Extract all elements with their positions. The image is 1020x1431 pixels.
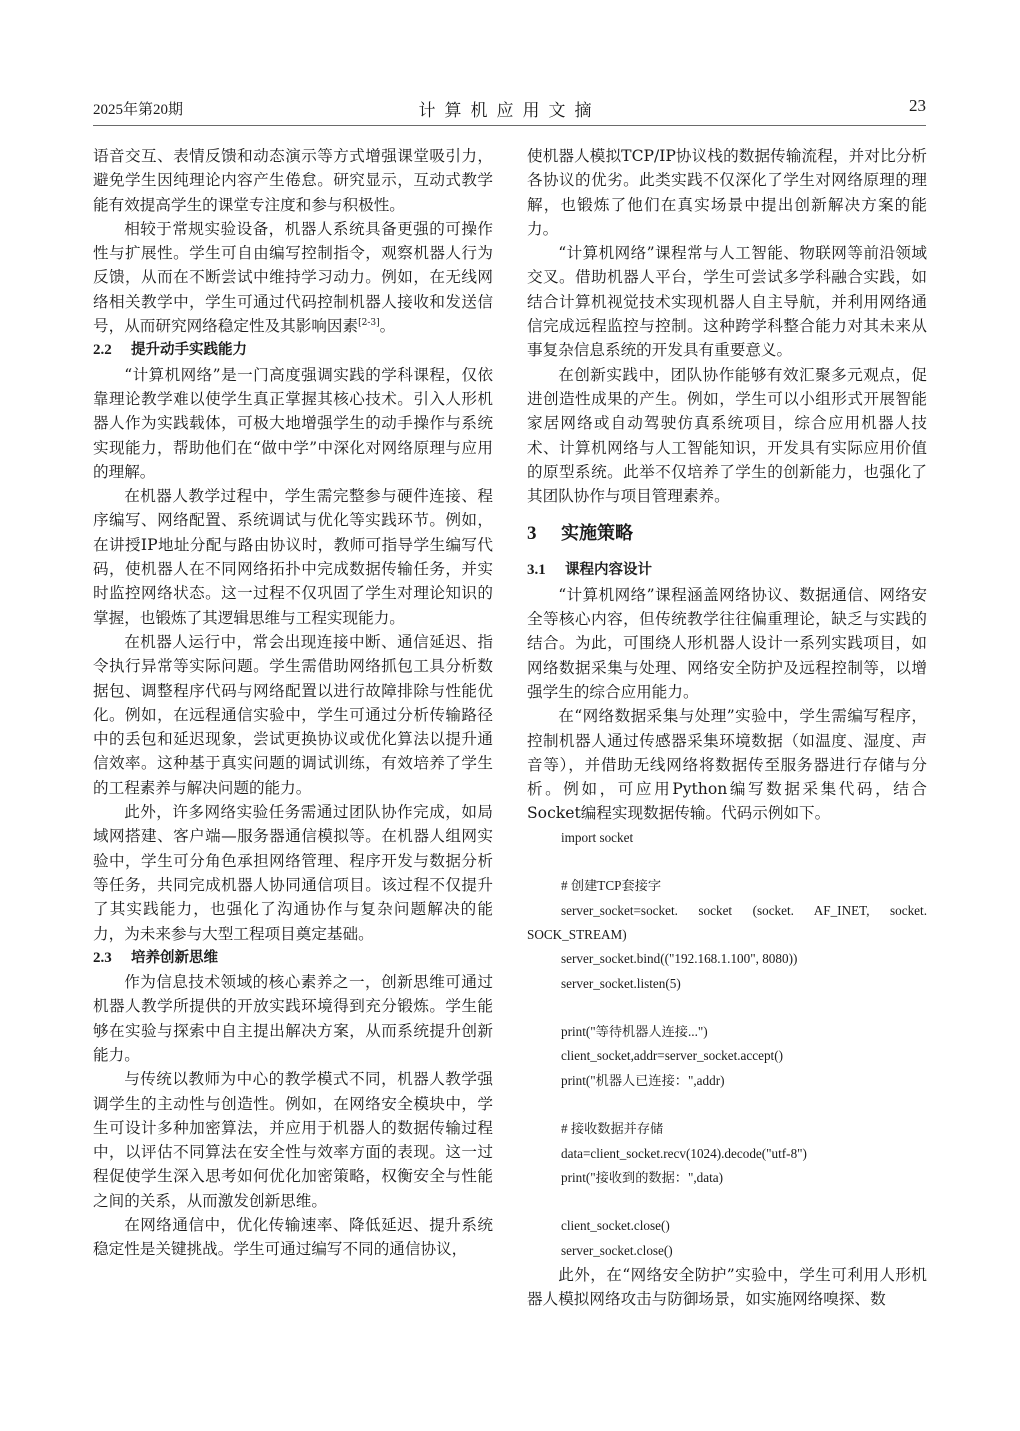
code-listing — [527, 826, 927, 1263]
section-heading-3-1 — [527, 558, 927, 582]
code-line: client_socket.close() — [561, 1218, 670, 1234]
header-rule — [93, 125, 926, 126]
journal-title: 计算机应用文摘 — [418, 101, 601, 121]
section-heading-3 — [527, 522, 927, 546]
paragraph — [93, 217, 493, 338]
code-blank-line — [527, 850, 927, 874]
paragraph: 在机器人教学过程中，学生需完整参与硬件连接、程序编写、网络配置、系统调试与优化等实践环节。例如，在讲授IP地址分配与路由协议时，教师可指导学生编写代码，使机器人在不同网络拓扑中完成数据传输任务，并实时监控网络状态。这一过程不仅巩固了学生对理论知识的掌握，也锻炼了其逻辑思维与工程实现能力。 — [93, 487, 493, 627]
paragraph: “计算机网络”是一门高度强调实践的学科课程，仅依靠理论教学难以使学生真正掌握其核心技术。引入人形机器人作为实践载体，可极大地增强学生的动手操作与系统实现能力，帮助他们在“做中学”中深化对网络原理与应用的理解。 — [93, 365, 493, 481]
code-line: server_socket.close() — [561, 1242, 673, 1258]
page-number: 23 — [909, 96, 926, 115]
code-line: client_socket,addr=server_socket.accept() — [561, 1048, 783, 1064]
citation-ref: [2-3] — [358, 318, 380, 329]
paragraph: 使机器人模拟TCP/IP协议栈的数据传输流程，并对比分析各协议的优劣。此类实践不仅深化了学生对网络原理的理解，也锻炼了他们在真实场景中提出创新解决方案的能力。 — [527, 147, 927, 238]
heading-number: 2.3 — [93, 949, 112, 966]
paragraph: 在机器人运行中，常会出现连接中断、通信延迟、指令执行异常等实际问题。学生需借助网络抓包工具分析数据包、调整程序代码与网络配置以进行故障排除与性能优化。例如，在远程通信实验中，学生可通过分析传输路径中的丢包和延迟现象，尝试更换协议或优化算法以提升通信效率。这种基于真实问题的调试训练，有效培养了学生的工程素养与解决问题的能力。 — [93, 632, 493, 797]
code-line: data=client_socket.recv(1024).decode("utf-8") — [561, 1145, 807, 1161]
section-heading-2-2 — [93, 338, 493, 362]
code-comment: # 接收数据并存储 — [561, 1121, 664, 1137]
paragraph: 作为信息技术领域的核心素养之一，创新思维可通过机器人教学所提供的开放实践环境得到充分锻炼。学生能够在实验与探索中自主提出解决方案，从而系统提升创新能力。 — [93, 973, 493, 1064]
code-line: import socket — [561, 829, 634, 845]
code-line: print("机器人已连接：",addr) — [561, 1072, 725, 1088]
paragraph: “计算机网络”课程常与人工智能、物联网等前沿领域交叉。借助机器人平台，学生可尝试多学科融合实践，如结合计算机视觉技术实现机器人自主导航，并利用网络通信完成远程监控与控制。这种跨学科整合能力对其未来从事复杂信息系统的开发具有重要意义。 — [527, 244, 927, 360]
paragraph: 在网络通信中，优化传输速率、降低延迟、提升系统稳定性是关键挑战。学生可通过编写不同的通信协议， — [93, 1216, 493, 1259]
heading-title: 培养创新思维 — [131, 949, 218, 966]
paragraph: “计算机网络”课程涵盖网络协议、数据通信、网络安全等核心内容，但传统教学往往偏重理论，缺乏与实践的结合。为此，可围绕人形机器人设计一系列实践项目，如网络数据采集与处理、网络安全防护及远程控制等，以增强学生的综合应用能力。 — [527, 585, 927, 701]
code-line: print("等待机器人连接...") — [561, 1024, 708, 1040]
paragraph: 与传统以教师为中心的教学模式不同，机器人教学强调学生的主动性与创造性。例如，在网络安全模块中，学生可设计多种加密算法，并应用于机器人的数据传输过程中，以评估不同算法在安全性与效率方面的表现。这一过程促使学生深入思考如何优化加密策略，权衡安全与性能之间的关系，从而激发创新思维。 — [93, 1070, 493, 1210]
right-column — [527, 144, 927, 1344]
code-line: server_socket.listen(5) — [561, 975, 681, 991]
paragraph: 在“网络数据采集与处理”实验中，学生需编写程序，控制机器人通过传感器采集环境数据（如温度、湿度、声音等），并借助无线网络将数据传至服务器进行存储与分析。例如，可应用Python编写数据采集代码，结合Socket编程实现数据传输。代码示例如下。 — [527, 707, 927, 823]
code-blank-line — [527, 996, 927, 1020]
heading-title: 课程内容设计 — [565, 562, 652, 579]
code-blank-line — [527, 1093, 927, 1117]
heading-number: 2.2 — [93, 342, 112, 359]
running-header — [93, 96, 926, 120]
heading-title: 提升动手实践能力 — [131, 342, 247, 359]
heading-number: 3.1 — [527, 562, 546, 579]
heading-number: 3 — [527, 523, 537, 545]
code-line: print("接收到的数据：",data) — [561, 1169, 724, 1185]
paragraph: 此外，在“网络安全防护”实验中，学生可利用人形机器人模拟网络攻击与防御场景，如实施网络嗅探、数 — [527, 1266, 927, 1309]
paragraph: 语音交互、表情反馈和动态演示等方式增强课堂吸引力，避免学生因纯理论内容产生倦怠。研究显示，互动式教学能有效提高学生的课堂专注度和参与积极性。 — [93, 147, 493, 214]
code-line: server_socket=socket. socket (socket. AF_INET, socket. SOCK_STREAM) — [527, 902, 927, 942]
issue-label: 2025年第20期 — [93, 102, 184, 118]
paragraph: 在创新实践中，团队协作能够有效汇聚多元观点，促进创造性成果的产生。例如，学生可以小组形式开展智能家居网络或自动驾驶仿真系统项目，综合应用机器人技术、计算机网络与人工智能知识，开发具有实际应用价值的原型系统。此举不仅培养了学生的创新能力，也强化了其团队协作与项目管理素养。 — [527, 365, 927, 506]
code-line: server_socket.bind(("192.168.1.100", 8080)) — [561, 951, 798, 967]
code-comment: # 创建TCP套接字 — [561, 878, 662, 894]
heading-title: 实施策略 — [561, 523, 633, 545]
paragraph-text: 相较于常规实验设备，机器人系统具备更强的可操作性与扩展性。学生可自由编写控制指令，观察机器人行为反馈，从而在不断尝试中维持学习动力。例如，在无线网络相关教学中，学生可通过代码控制机器人接收和发送信号，从而研究网络稳定性及其影响因素 — [93, 219, 493, 336]
section-heading-2-3 — [93, 946, 493, 970]
left-column — [93, 144, 493, 1344]
paragraph: 此外，许多网络实验任务需通过团队协作完成，如局域网搭建、客户端—服务器通信模拟等。在机器人组网实验中，学生可分角色承担网络管理、程序开发与数据分析等任务，共同完成机器人协同通信项目。该过程不仅提升了其实践能力，也强化了沟通协作与复杂问题解决的能力，为未来参与大型工程项目奠定基础。 — [93, 803, 493, 943]
paragraph-end: 。 — [379, 317, 396, 336]
code-blank-line — [527, 1190, 927, 1214]
